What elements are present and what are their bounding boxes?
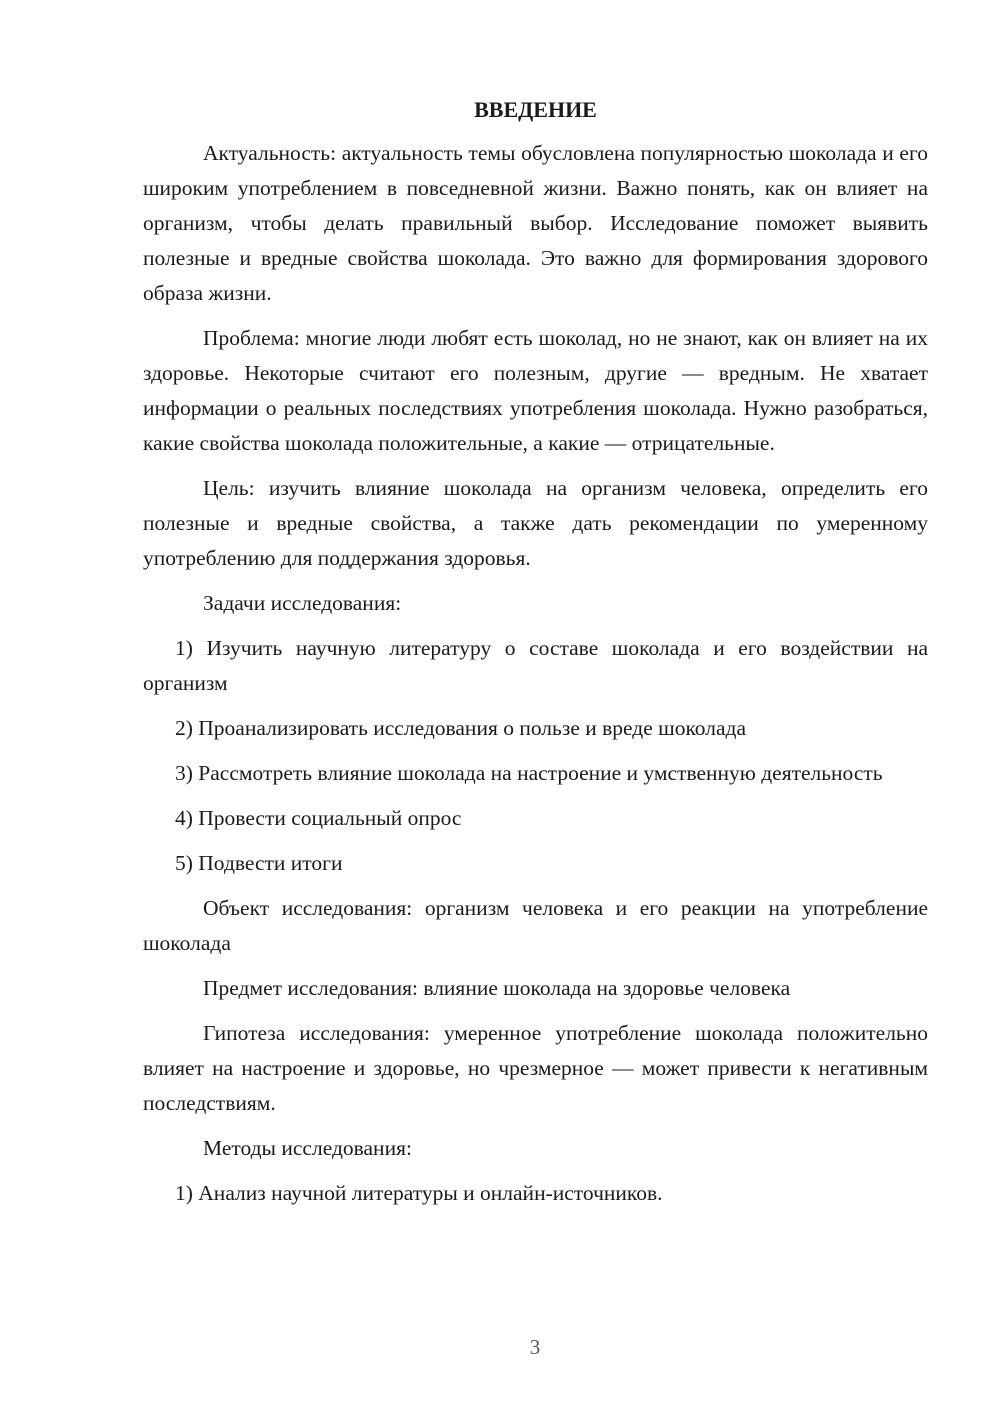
task-item-5: 5) Подвести итоги — [175, 851, 343, 875]
paragraph-object: Объект исследования: организм человека и его реакции на употребление шоколада — [143, 896, 928, 955]
task-item-4: 4) Провести социальный опрос — [175, 806, 462, 830]
method-item-1: 1) Анализ научной литературы и онлайн-источников. — [175, 1181, 663, 1205]
methods-heading: Методы исследования: — [203, 1136, 412, 1160]
document-page — [143, 96, 928, 1211]
task-item-1: 1) Изучить научную литературу о составе шоколада и его воздействии на организм — [143, 636, 928, 695]
page-number: 3 — [529, 1335, 541, 1359]
paragraph-problem: Проблема: многие люди любят есть шоколад, но не знают, как он влияет на их здоровье. Некоторые считают его полезным, другие — вредным. Не хватает информации о реальных последствиях употребления шоколада. Нужно разобраться, какие свойства шоколада положительные, а какие — отрицательные. — [143, 326, 928, 455]
tasks-heading: Задачи исследования: — [203, 591, 402, 615]
task-item-2: 2) Проанализировать исследования о пользе и вреде шоколада — [175, 716, 747, 740]
paragraph-relevance: Актуальность: актуальность темы обусловлена популярностью шоколада и его широким употреблением в повседневной жизни. Важно понять, как он влияет на организм, чтобы делать правильный выбор. Исследование поможет выявить полезные и вредные свойства шоколада. Это важно для формирования здорового образа жизни. — [143, 141, 928, 305]
paragraph-hypothesis: Гипотеза исследования: умеренное употребление шоколада положительно влияет на настроение и здоровье, но чрезмерное — может привести к негативным последствиям. — [143, 1021, 928, 1115]
paragraph-subject: Предмет исследования: влияние шоколада на здоровье человека — [203, 976, 791, 1000]
paragraph-goal: Цель: изучить влияние шоколада на организм человека, определить его полезные и вредные свойства, а также дать рекомендации по умеренному употреблению для поддержания здоровья. — [143, 476, 928, 570]
section-heading: ВВЕДЕНИЕ — [474, 97, 597, 122]
task-item-3: 3) Рассмотреть влияние шоколада на настроение и умственную деятельность — [175, 761, 883, 785]
